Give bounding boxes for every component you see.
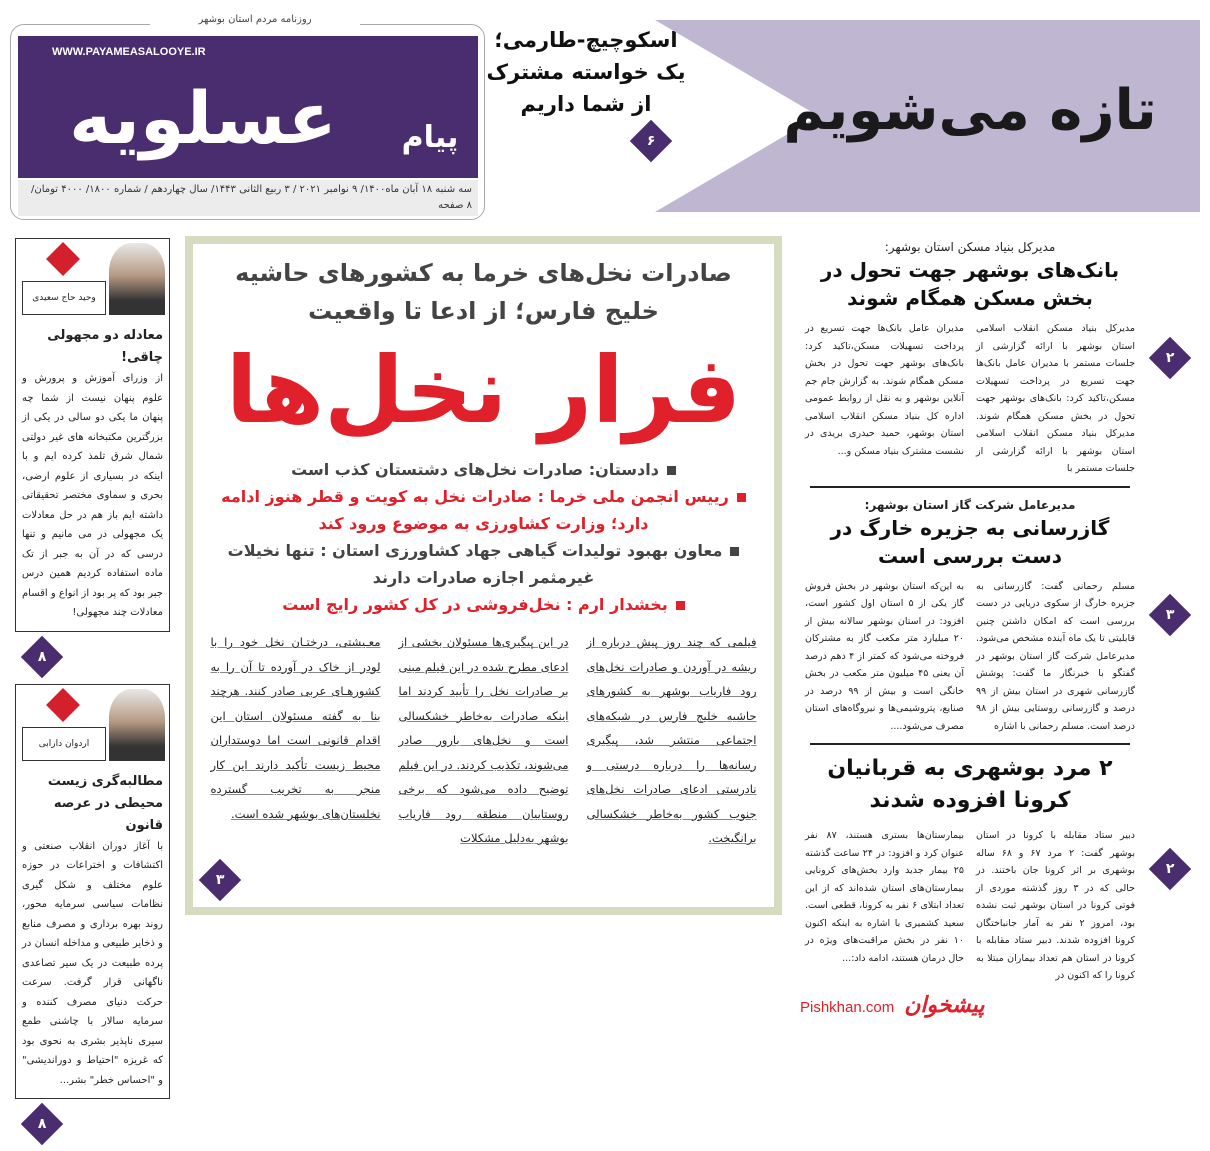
article-column: به این‌که استان بوشهر در بخش فروش گاز یکی از ۵ استان اول کشور است، افزود: در استان بوشهر سالانه بیش از ۲۰ میلیارد متر مکعب گاز به مشترکان فروخته می‌شود که کمتر از ۴ دهم درصد آن یعنی ۴۵ میلیون متر مکعب در بخش خانگی است و بیش از ۹۹ درصد در صنایع، پتروشیمی‌ها و نیروگاه‌های استان مصرف می‌شود....	[805, 580, 964, 732]
watermark	[800, 993, 1130, 1018]
article-column: مدیرکل بنیاد مسکن انقلاب اسلامی استان بوشهر با ارائه گزارشی از جلسات مستمر با مدیران عامل بانک‌ها جهت تسریع در پرداخت تسهیلات مسکن،تاکید کرد: بانک‌های بوشهر جهت تحول در بخش مسکن همگام شوند. مدیرکل بنیاد مسکن انقلاب اسلامی استان بوشهر با ارائه گزارشی از جلسات مستمر با	[976, 323, 1135, 474]
lead-story-frame	[185, 236, 782, 915]
opinion-body: با آغاز دوران انقلاب صنعتی و اکتشافات و اختراعات در حوزه علوم مختلف و شکل گیری نظامات سیاسی سرمایه محور، روند بهره برداری و مصرف منابع و ذخایر طبیعی و مداخله انسان در پرده طبیعت در یک سیر تصاعدی ناگهانی قرار گرفت. سرعت حرکت دنیای مصرف کننده و سرمایه سالار با چاشنی طمع سیری ناپذیر بشری به نحوی بود که غریزه "احتیاط و دوراندیشی" و "احساس خطر" بشر...	[22, 840, 163, 1086]
bullet-square-icon	[730, 547, 739, 556]
bullet-text: دادستان: صادرات نخل‌های دشتستان کذب است	[291, 460, 659, 479]
page-number: ۶	[646, 133, 656, 150]
opinion-sidebar	[15, 238, 170, 1151]
page-badge	[21, 1103, 63, 1145]
page-badge	[199, 858, 241, 900]
newspaper-logo	[18, 36, 478, 178]
author-name: اردوان دارابی	[22, 727, 106, 761]
column-logo-icon	[46, 242, 80, 276]
page-badge	[21, 635, 63, 677]
bullet-item	[205, 456, 762, 483]
dateline: سه شنبه ۱۸ آبان ماه۱۴۰۰/ ۹ نوامبر ۲۰۲۱ / ۳ ربیع الثانی ۱۴۴۳/ سال چهاردهم / شماره ۱۸۰۰/ ۴۰۰۰ تومان/ ۸ صفحه	[18, 180, 478, 216]
logo-wordmark: عسلویه	[69, 76, 337, 160]
bullet-item	[205, 483, 762, 537]
website-url: WWW.PAYAMEASALOOYE.IR	[52, 46, 206, 58]
article-kicker: مدیرکل بنیاد مسکن استان بوشهر:	[884, 240, 1056, 254]
article-column: مدیران عامل بانک‌ها جهت تسریع در پرداخت تسهیلات مسکن،تاکید کرد: بانک‌های بوشهر جهت تحول در بخش مسکن همگام شوند. به گزارش جام جم آنلاین بوشهر و به نقل از روابط عمومی اداره کل بنیاد مسکن انقلاب اسلامی استان بوشهر، حمید حیدری بریدی در نشست مشترک بنیاد مسکن و...	[805, 323, 964, 457]
page-badge	[630, 120, 672, 162]
author-name: وحید حاج سعیدی	[22, 281, 106, 315]
bullet-item	[205, 537, 762, 591]
divider	[810, 486, 1130, 488]
bullet-square-icon	[676, 601, 685, 610]
opinion-column[interactable]	[15, 684, 170, 1100]
bullet-text: رییس انجمن ملی خرما : صادرات نخل به کویت و قطر هنوز ادامه دارد؛ وزارت کشاورزی به موضوع ورود کند	[221, 487, 729, 533]
news-article[interactable]	[805, 496, 1135, 736]
article-title: گازرسانی به جزیره خارگ در دست بررسی است	[830, 515, 1110, 568]
lead-supertitle: صادرات نخل‌های خرما به کشورهای حاشیه خلیج فارس؛ از ادعا تا واقعیت	[235, 259, 732, 325]
bullet-square-icon	[667, 466, 676, 475]
lead-column: فیلمی که چند روز پیش درباره از ریشه در آوردن و صادرات نخل‌های رود فاریاب بوشهر به کشورهای حاشیه خلیج فارس در شبکه‌های اجتماعی منتشر شد، پیگیری رسانه‌ها را درباره درستی و نادرستی ادعای صادرات نخل‌های جنوب کشور به‌خاطر خشکسالی برانگیخت.	[586, 635, 757, 845]
page-badge	[1149, 594, 1191, 636]
article-title: ۲ مرد بوشهری به قربانیان کرونا افزوده شدند	[827, 756, 1113, 813]
logo-small-word: پیام	[401, 120, 459, 155]
page-number: ۳	[1165, 607, 1175, 624]
article-column: مسلم رحمانی گفت: گازرسانی به جزیره خارگ از سکوی دریایی در دست بررسی است که امکان داشتن چنین قابلیتی تا یک ماه آینده مشخص می‌شود. مدیرعامل شرکت گاز استان بوشهر در گفتگو با خبرنگار ما گفت: پوشش گازرسانی شهری در استان بیش از ۹۹ درصد و گازرسانی روستایی بیش از ۹۸ درصد است. مسلم رحمانی با اشاره	[976, 580, 1135, 732]
banner-title: تازه می‌شویم	[783, 78, 1157, 143]
page-number: ۸	[37, 648, 47, 665]
watermark-url: Pishkhan.com	[800, 998, 895, 1016]
bullet-item	[205, 591, 762, 618]
lead-body	[205, 630, 762, 851]
masthead-tagline: روزنامه مردم استان بوشهر	[150, 14, 360, 25]
side-headline[interactable]: اسکوچیچ-طارمی؛ یک خواسته مشترک از شما داریم	[486, 28, 686, 116]
watermark-logo: پیشخوان	[904, 992, 985, 1018]
opinion-body: از وزرای آموزش و پرورش و علوم پنهان نیست از شما چه پنهان ما یکی دو سالی در یکی از بزرگترین مکتبخانه های غیر دولتی شمال شرق تلمذ کرده ایم و با اینکه در بسیاری از علوم ارضی، بحری و سماوی مختصر تحقیقاتی داشته ایم باز هم در حل معادلات یک مجهولی در می مانیم و تنها درسی که در آن به جبر از تک ماده استفاده کردیم همین درس جبر بود که پر بود از انواع و اقسام معادلات چند مجهولی!	[21, 373, 163, 618]
lead-bullets	[205, 456, 762, 618]
lead-column: معـیشتی، درختـان نخل خود را با لودر از خاک در آورده تا آن را به کشورهـای عربی صادر کنند. هرچند بنا به گفته مسئولان استان این اقدام قانونی است اما دوستداران محیط زیست تأکید دارند این کار منجر به تخریب گسترده نخلستان‌های بوشهر شده است.	[210, 635, 381, 821]
bullet-text: معاون بهبود تولیدات گیاهی جهاد کشاورزی استان : تنها نخیلات غیرمثمر اجازه صادرات دارند	[227, 541, 723, 587]
page-number: ۲	[1165, 349, 1175, 366]
opinion-title: معادله دو مجهولی چاقی!	[47, 328, 163, 365]
author-photo	[109, 243, 165, 315]
opinion-title: مطالبه‌گری زیست محیطی در عرصه قانون	[47, 773, 163, 833]
article-title: بانک‌های بوشهر جهت تحول در بخش مسکن همگام شوند	[820, 258, 1120, 310]
lead-headline[interactable]: فرار نخل‌ها	[225, 337, 742, 444]
page-badge	[1149, 337, 1191, 379]
bullet-text: بخشدار ارم : نخل‌فروشی در کل کشور رایج است	[282, 595, 668, 614]
bullet-square-icon	[737, 493, 746, 502]
article-kicker: مدیرعامل شرکت گاز استان بوشهر:	[864, 497, 1076, 512]
opinion-column[interactable]	[15, 238, 170, 632]
article-column: بیمارستان‌ها بستری هستند، ۸۷ نفر عنوان کرد و افزود: در ۲۴ ساعت گذشته ۲۵ بیمار جدید وارد بخش‌های کرونایی بیمارستان‌های استان شده‌اند که از این تعداد ابتلای ۶ نفر به کرونا، قطعی است. سعید کشمیری با اشاره به اینکه اکنون ۱۰ نفر در بخش مراقبت‌های ویژه در حال درمان هستند، ادامه داد:...	[805, 830, 965, 964]
lead-column: در این پیگیری‌ها مسئولان بخشی از ادعای مطرح شده در این فیلم مبنی بر صادرات نخل را تأیید کردند اما اینکه صادرات به‌خاطر خشکسالی است و نخل‌های بارور صادر می‌شوند، تکذیب کردند. در این فیلم توضیح داده می‌شود که برخی روستاییان منطقه رود فاریاب بوشهر به‌دلیل مشکلات	[398, 635, 569, 845]
divider	[810, 743, 1130, 745]
side-headline-block	[486, 24, 686, 156]
news-row	[795, 238, 1205, 478]
right-news-column	[795, 238, 1205, 1018]
news-row	[795, 496, 1205, 736]
author-photo	[109, 689, 165, 761]
column-logo-icon	[46, 688, 80, 722]
article-column: دبیر ستاد مقابله با کرونا در استان بوشهر گفت: ۲ مرد ۶۷ و ۶۸ ساله بوشهری بر اثر کرونا جان باختند. در حالی که در ۳ روز گذشته موردی از فوتی کرونا در استان بوشهر ثبت نشده بود، امروز ۲ نفر به آمار جانباختگان کرونا افزوده شدند. دبیر ستاد مقابله با کرونا در استان هم تعداد بیماران مبتلا به کرونا را که اکنون در	[976, 830, 1135, 981]
page-number: ۳	[215, 871, 225, 888]
news-article[interactable]	[805, 238, 1135, 478]
page-number: ۲	[1165, 860, 1175, 877]
page-number: ۸	[37, 1116, 47, 1133]
